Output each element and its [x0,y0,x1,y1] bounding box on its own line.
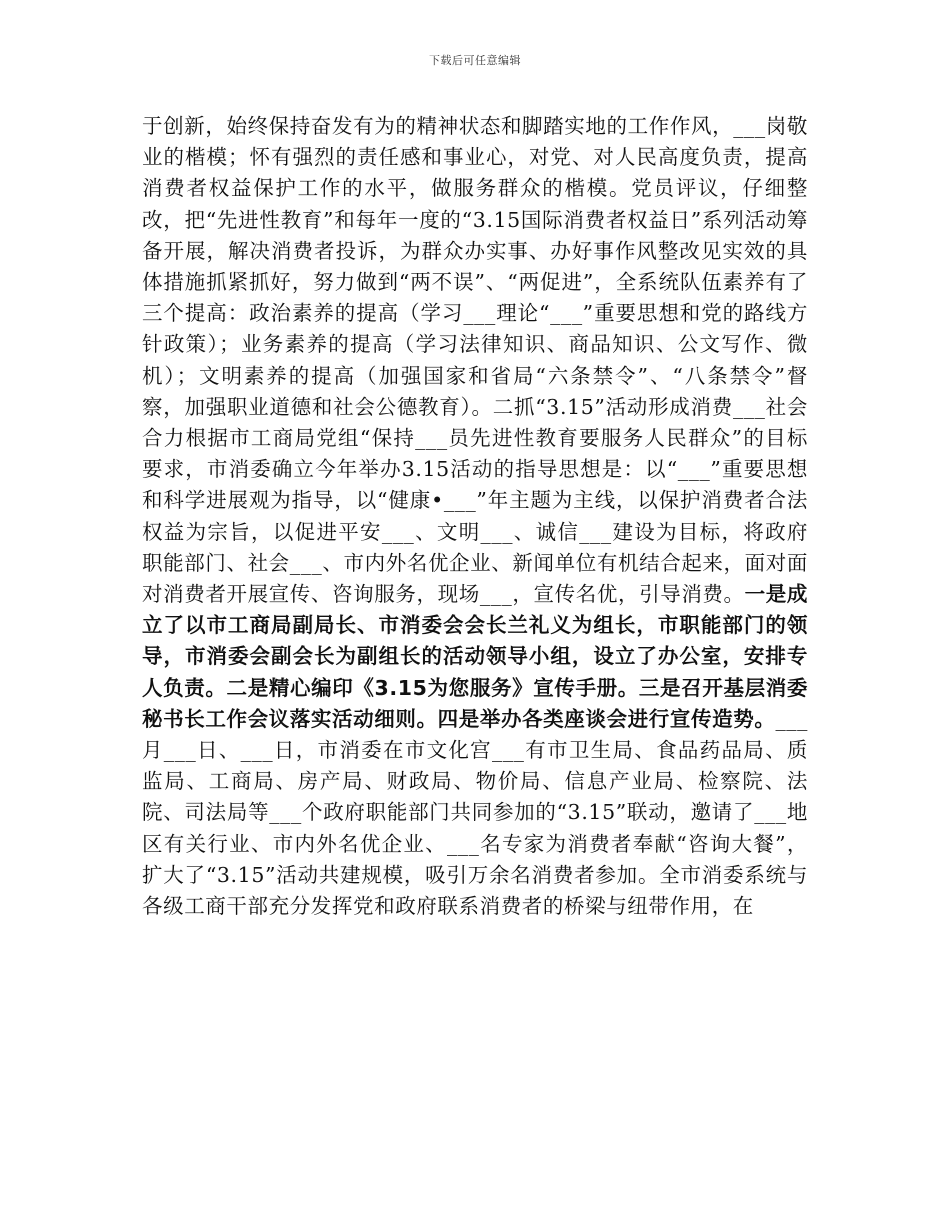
body-paragraph [142,111,808,922]
bold-text: 一是成立了以市工商局副局长、市消委会会长兰礼义为组长，市职能部门的领导，市消委会副会长为副组长的活动领导小组，设立了办公室，安排专人负责。二是精心编印《3.15为您服务》宣传手册。三是召开基层消委秘书长工作会议落实活动细则。四是举办各类座谈会进行宣传造势。 [142,582,808,731]
document-body [142,111,808,922]
normal-text: 于创新，始终保持奋发有为的精神状态和脚踏实地的工作作风，___岗敬业的楷模；怀有强烈的责任感和事业心，对党、对人民高度负责，提高消费者权益保护工作的水平，做服务群众的楷模。党员评议，仔细整改，把“先进性教育”和每年一度的“3.15国际消费者权益日”系列活动筹备开展，解决消费者投诉，为群众办实事、办好事作风整改见实效的具体措施抓紧抓好，努力做到“两不误”、“两促进”，全系统队伍素养有了三个提高：政治素养的提高（学习___理论“___”重要思想和党的路线方针政策）；业务素养的提高（学习法律知识、商品知识、公文写作、微机）；文明素养的提高（加强国家和省局“六条禁令”、“八条禁令”督察，加强职业道德和社会公德教育）。二抓“3.15”活动形成消费___社会合力根据市工商局党组“保持___员先进性教育要服务人民群众”的目标要求，市消委确立今年举办3.15活动的指导思想是：以“___”重要思想和科学进展观为指导，以“健康•___”年主题为主线，以保护消费者合法权益为宗旨，以促进平安___、文明___、诚信___建设为目标，将政府职能部门、社会___、市内外名优企业、新闻单位有机结合起来，面对面对消费者开展宣传、咨询服务，现场___，宣传名优，引导消费。 [142,114,808,607]
page-header: 下载后可任意编辑 [429,54,521,67]
tail-text: ___月___日、___日，市消委在市文化宫___有市卫生局、食品药品局、质监局、工商局、房产局、财政局、物价局、信息产业局、检察院、法院、司法局等___个政府职能部门共同参加的“3.15”联动，邀请了___地区有关行业、市内外名优企业、___名专家为消费者奉献“咨询大餐”，扩大了“3.15”活动共建规模，吸引万余名消费者参加。全市消委系统与各级工商干部充分发挥党和政府联系消费者的桥梁与纽带作用，在 [142,706,808,919]
